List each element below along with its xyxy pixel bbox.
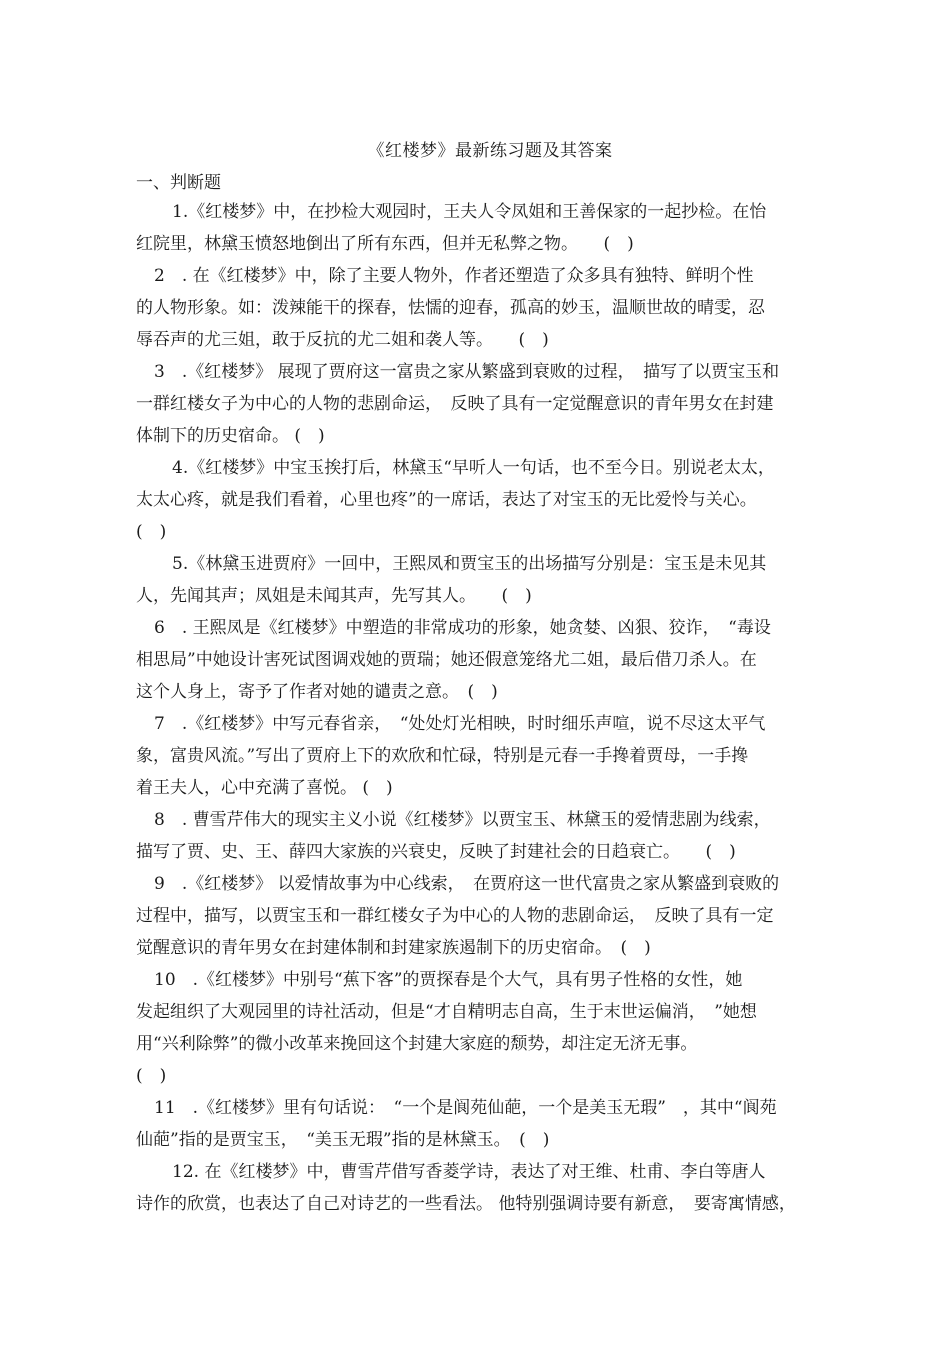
- question-line: 红院里，林黛玉愤怒地倒出了所有东西，但并无私弊之物。 ( ): [136, 234, 634, 254]
- question-line: 这个人身上，寄予了作者对她的谴责之意。 ( ): [136, 682, 498, 702]
- question-line: 2 . 在《红楼梦》中，除了主要人物外，作者还塑造了众多具有独特、鲜明个性: [154, 266, 754, 286]
- question-line: 3 .《红楼梦》 展现了贾府这一富贵之家从繁盛到衰败的过程， 描写了以贾宝玉和: [154, 362, 780, 382]
- question-line: 8 . 曹雪芹伟大的现实主义小说《红楼梦》以贾宝玉、林黛玉的爱情悲剧为线索，: [154, 810, 771, 830]
- document-title: 《红楼梦》最新练习题及其答案: [367, 141, 613, 161]
- question-line: ( ): [136, 1066, 167, 1086]
- question-item: [136, 260, 836, 356]
- question-item: [136, 708, 836, 804]
- question-item: [136, 1092, 836, 1156]
- question-line: 象，富贵风流。”写出了贾府上下的欢欣和忙碌，特别是元春一手搀着贾母，一手搀: [136, 746, 749, 766]
- question-line: 相思局”中她设计害死试图调戏她的贾瑞；她还假意笼络尤二姐，最后借刀杀人。在: [136, 650, 757, 670]
- question-line: 仙葩”指的是贾宝玉， “美玉无瑕”指的是林黛玉。 ( ): [136, 1130, 550, 1150]
- question-line: 7 .《红楼梦》中写元春省亲， “处处灯光相映，时时细乐声喧，说不尽这太平气: [154, 714, 766, 734]
- question-line: 11 .《红楼梦》里有句话说： “一个是阆苑仙葩，一个是美玉无瑕” ，其中“阆苑: [154, 1098, 777, 1118]
- question-item: [136, 356, 836, 452]
- question-line: 的人物形象。如：泼辣能干的探春，怯懦的迎春，孤高的妙玉，温顺世故的晴雯，忍: [136, 298, 765, 318]
- question-line: 觉醒意识的青年男女在封建体制和封建家族遏制下的历史宿命。 ( ): [136, 938, 651, 958]
- question-list: [136, 196, 836, 1220]
- question-line: 6 . 王熙凤是《红楼梦》中塑造的非常成功的形象，她贪婪、凶狠、狡诈， “毒设: [154, 618, 771, 638]
- question-line: 9 .《红楼梦》 以爱情故事为中心线索， 在贾府这一世代富贵之家从繁盛到衰败的: [154, 874, 780, 894]
- question-line: 5.《林黛玉进贾府》一回中，王熙凤和贾宝玉的出场描写分别是：宝玉是未见其: [172, 554, 767, 574]
- question-item: [136, 452, 836, 548]
- question-line: 体制下的历史宿命。 ( ): [136, 426, 325, 446]
- question-item: [136, 196, 836, 260]
- question-line: ( ): [136, 522, 167, 542]
- question-line: 一群红楼女子为中心的人物的悲剧命运， 反映了具有一定觉醒意识的青年男女在封建: [136, 394, 774, 414]
- question-line: 辱吞声的尤三姐，敢于反抗的尤二姐和袭人等。 ( ): [136, 330, 549, 350]
- section-heading: 一、判断题: [136, 173, 221, 193]
- question-line: 发起组织了大观园里的诗社活动，但是“才自精明志自高，生于末世运偏消， ”她想: [136, 1002, 757, 1022]
- question-item: [136, 964, 836, 1092]
- question-line: 着王夫人，心中充满了喜悦。 ( ): [136, 778, 393, 798]
- question-line: 过程中，描写，以贾宝玉和一群红楼女子为中心的人物的悲剧命运， 反映了具有一定: [136, 906, 774, 926]
- question-line: 12. 在《红楼梦》中，曹雪芹借写香菱学诗，表达了对王维、杜甫、李白等唐人: [172, 1162, 766, 1182]
- question-line: 太太心疼，就是我们看着，心里也疼”的一席话，表达了对宝玉的无比爱怜与关心。: [136, 490, 757, 510]
- question-item: [136, 868, 836, 964]
- question-line: 4.《红楼梦》中宝玉挨打后，林黛玉“早听人一句话，也不至今日。别说老太太，: [172, 458, 775, 478]
- question-line: 诗作的欣赏，也表达了自己对诗艺的一些看法。 他特别强调诗要有新意， 要寄寓情感，: [136, 1194, 796, 1214]
- question-item: [136, 1156, 836, 1220]
- question-line: 描写了贾、史、王、薛四大家族的兴衰史，反映了封建社会的日趋衰亡。 ( ): [136, 842, 736, 862]
- question-item: [136, 548, 836, 612]
- question-line: 10 .《红楼梦》中别号“蕉下客”的贾探春是个大气，具有男子性格的女性，她: [154, 970, 743, 990]
- question-line: 人，先闻其声；凤姐是未闻其声，先写其人。 ( ): [136, 586, 532, 606]
- question-item: [136, 804, 836, 868]
- question-item: [136, 612, 836, 708]
- question-line: 1.《红楼梦》中，在抄检大观园时，王夫人令凤姐和王善保家的一起抄检。在怡: [172, 202, 767, 222]
- question-line: 用“兴利除弊”的微小改革来挽回这个封建大家庭的颓势，却注定无济无事。: [136, 1034, 698, 1054]
